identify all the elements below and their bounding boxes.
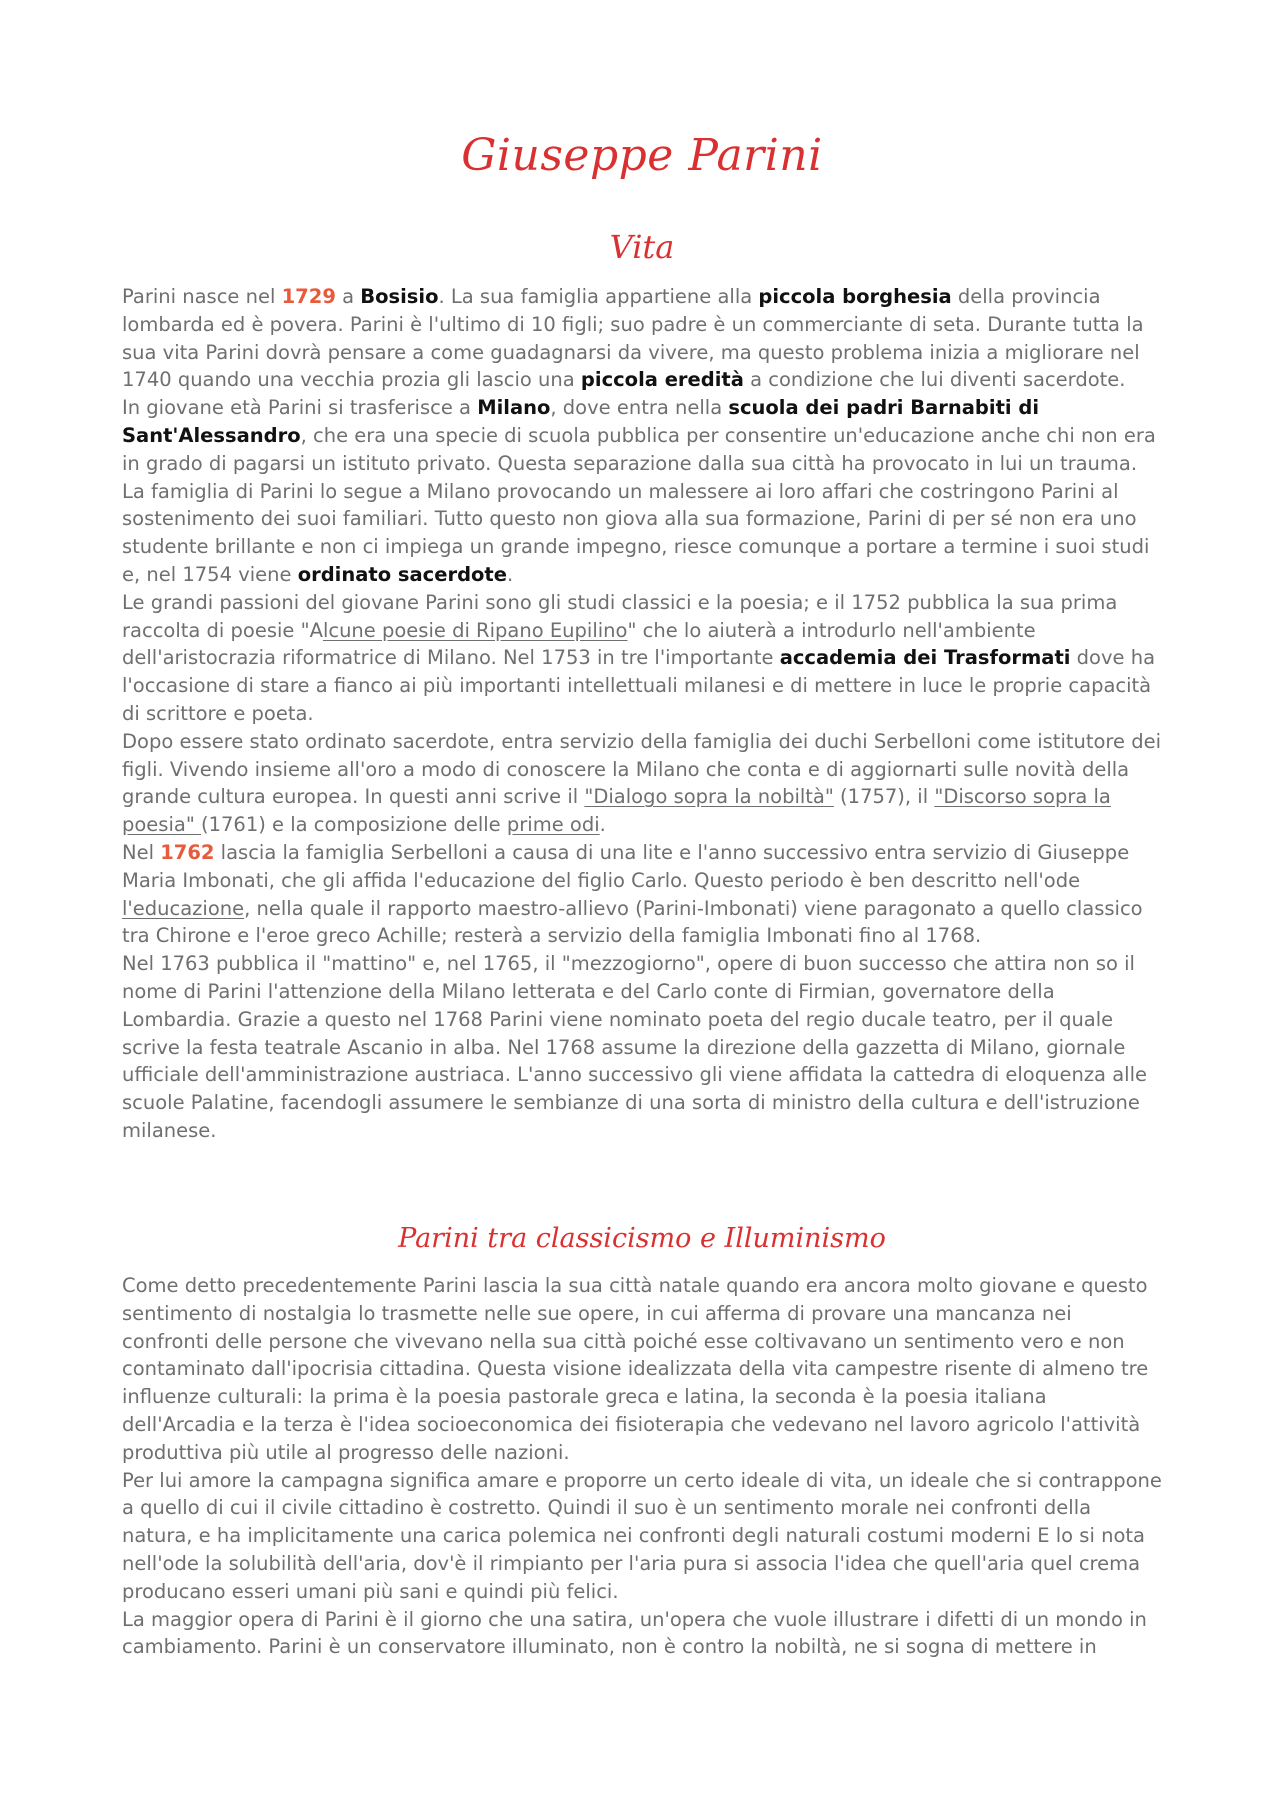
work-title: l'educazione bbox=[122, 896, 245, 920]
paragraph: La maggior opera di Parini è il giorno che una satira, un'opera che vuole illustrare i difetti di un mondo in cambiamento. Parini è un conservatore illuminato, non è contro la nobiltà, ne si sogna di mettere in bbox=[122, 1607, 1147, 1659]
section-heading-classicismo: Parini tra classicismo e Illuminismo bbox=[398, 1223, 886, 1254]
bold-term: accademia dei Trasformati bbox=[779, 646, 1071, 670]
paragraph: Parini nasce nel 1729 a Bosisio. La sua famiglia appartiene alla piccola borghesia della provincia lombarda ed è povera. Parini è l'ultimo di 10 figli; suo padre è un commerciante di seta. Durante tutta la sua vita Parini dovrà pensare a come guadagnarsi da vivere, ma questo problema inizia a migliorare nel 1740 quando una vecchia prozia gli lascio una piccola eredità a condizione che lui diventi sacerdote. bbox=[122, 285, 1144, 392]
paragraph: Nel 1763 pubblica il "mattino" e, nel 1765, il "mezzogiorno", opere di buon successo che attira non so il nome di Parini l'attenzione della Milano letterata e del Carlo conte di Firmian, governatore della Lombardia. Grazie a questo nel 1768 Parini viene nominato poeta del regio ducale teatro, per il quale scrive la festa teatrale Ascanio in alba. Nel 1768 assume la direzione della gazzetta di Milano, giornale ufficiale dell'amministrazione austriaca. L'anno successivo gli viene affidata la cattedra di eloquenza alle scuole Palatine, facendogli assumere le sembianze di una sorta di ministro della cultura e dell'istruzione milanese. bbox=[122, 952, 1147, 1142]
work-title: lcune poesie di Ripano Eupilino bbox=[322, 618, 628, 642]
paragraph: Le grandi passioni del giovane Parini sono gli studi classici e la poesia; e il 1752 pubblica la sua prima raccolta di poesie "Alcune poesie di Ripano Eupilino" che lo aiuterà a introdurlo nell'ambiente dell'aristocrazia riformatrice di Milano. Nel 1753 in tre l'importante accademia dei Trasformati dove ha l'occasione di stare a fianco ai più importanti intellettuali milanesi e di mettere in luce le proprie capacità di scrittore e poeta. bbox=[122, 590, 1156, 725]
bold-term: Milano bbox=[477, 396, 551, 420]
work-title: "Discorso sopra la poesia" bbox=[122, 785, 1111, 837]
paragraph: Per lui amore la campagna significa amare e proporre un certo ideale di vita, un ideale che si contrappone a quello di cui il civile cittadino è costretto. Quindi il suo è un sentimento morale nei confronti della natura, e ha implicitamente una carica polemica nei confronti degli naturali costumi moderni E lo si nota nell'ode la solubilità dell'aria, dov'è il rimpianto per l'aria pura si associa l'idea che quell'aria quel crema producano esseri umani più sani e quindi più felici. bbox=[122, 1468, 1162, 1603]
section-classicismo-body bbox=[122, 1272, 1162, 1661]
page-title: Giuseppe Parini bbox=[461, 130, 823, 181]
highlighted-year: 1729 bbox=[281, 285, 336, 308]
highlighted-year: 1762 bbox=[160, 840, 215, 864]
bold-term: piccola borghesia bbox=[758, 285, 952, 308]
bold-term: ordinato sacerdote bbox=[297, 562, 507, 586]
bold-term: Bosisio bbox=[360, 285, 439, 308]
work-title: "Dialogo sopra la nobiltà" bbox=[584, 785, 834, 809]
section-heading-vita: Vita bbox=[609, 228, 675, 266]
bold-term: scuola dei padri Barnabiti di Sant'Alessandro bbox=[122, 396, 1040, 447]
paragraph: Come detto precedentemente Parini lascia la sua città natale quando era ancora molto giovane e questo sentimento di nostalgia lo trasmette nelle sue opere, in cui afferma di provare una mancanza nei confronti delle persone che vivevano nella sua città poiché esse coltivavano un sentimento vero e non contaminato dall'ipocrisia cittadina. Questa visione idealizzata della vita campestre risente di almeno tre influenze culturali: la prima è la poesia pastorale greca e latina, la seconda è la poesia italiana dell'Arcadia e la terza è l'idea socioeconomica dei fisioterapia che vedevano nel lavoro agricolo l'attività produttiva più utile al progresso delle nazioni. bbox=[122, 1274, 1149, 1464]
paragraph: Dopo essere stato ordinato sacerdote, entra servizio della famiglia dei duchi Serbelloni come istitutore dei figli. Vivendo insieme all'oro a modo di conoscere la Milano che conta e di aggiornarti sulle novità della grande cultura europea. In questi anni scrive il "Dialogo sopra la nobiltà" (1757), il "Discorso sopra la poesia" (1761) e la composizione delle prime odi. bbox=[122, 729, 1162, 837]
bold-term: piccola eredità bbox=[580, 368, 744, 392]
section-vita-body bbox=[122, 283, 1162, 1145]
paragraph: Nel 1762 lascia la famiglia Serbelloni a causa di una lite e l'anno successivo entra servizio di Giuseppe Maria Imbonati, che gli affida l'educazione del figlio Carlo. Questo periodo è ben descritto nell'ode l'educazione, nella quale il rapporto maestro-allievo (Parini-Imbonati) viene paragonato a quello classico tra Chirone e l'eroe greco Achille; resterà a servizio della famiglia Imbonati fino al 1768. bbox=[122, 840, 1143, 948]
paragraph: In giovane età Parini si trasferisce a Milano, dove entra nella scuola dei padri Barnabiti di Sant'Alessandro, che era una specie di scuola pubblica per consentire un'educazione anche chi non era in grado di pagarsi un istituto privato. Questa separazione dalla sua città ha provocato in lui un trauma. La famiglia di Parini lo segue a Milano provocando un malessere ai loro affari che costringono Parini al sostenimento dei suoi familiari. Tutto questo non giova alla sua formazione, Parini di per sé non era uno studente brillante e non ci impiega un grande impegno, riesce comunque a portare a termine i suoi studi e, nel 1754 viene ordinato sacerdote. bbox=[122, 396, 1156, 586]
work-title: prime odi bbox=[506, 813, 600, 837]
